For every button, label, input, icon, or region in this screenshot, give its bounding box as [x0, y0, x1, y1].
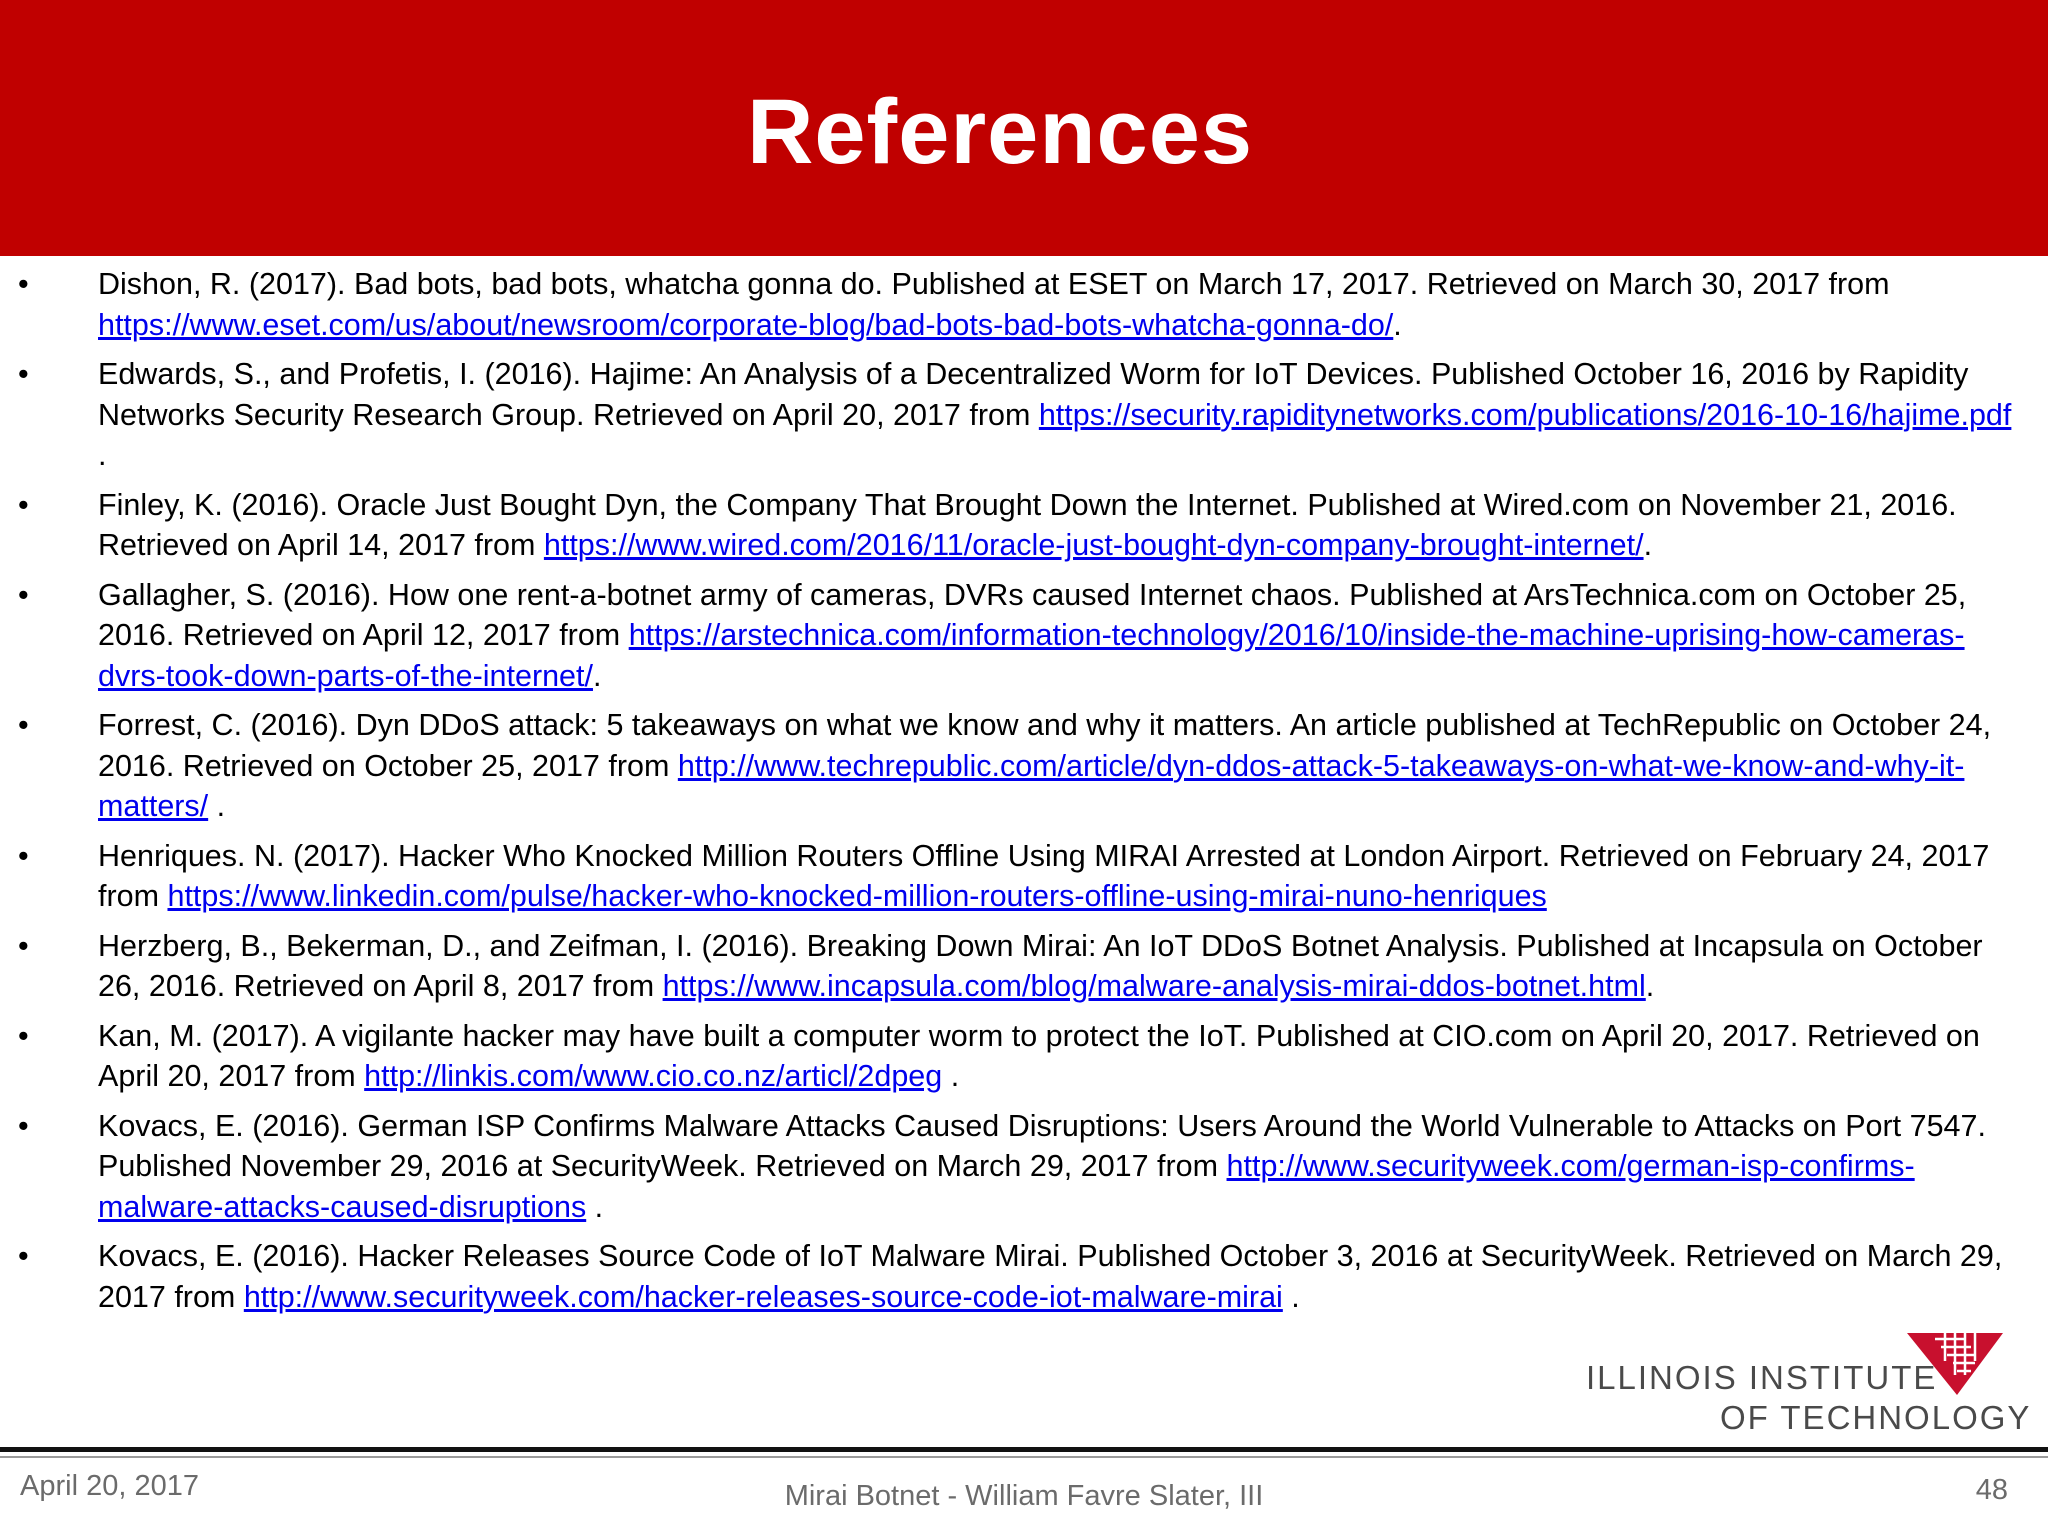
logo-line-1: ILLINOIS INSTITUTE: [1586, 1359, 1938, 1396]
reference-text: Herzberg, B., Bekerman, D., and Zeifman, I. (2016). Breaking Down Mirai: An IoT DDoS Botnet Analysis. Published at Incapsula on October 26, 2016. Retrieved on April 8, 2017 from: [98, 928, 1983, 1003]
reference-suffix: .: [1282, 1279, 1300, 1314]
reference-link[interactable]: https://www.wired.com/2016/11/oracle-just-bought-dyn-company-brought-internet/: [543, 528, 1644, 562]
bullet-icon: •: [18, 708, 29, 742]
reference-text: Finley, K. (2016). Oracle Just Bought Dyn, the Company That Brought Down the Internet. Published at Wired.com on November 21, 2016. Retrieved on April 14, 2017 from: [98, 487, 1957, 562]
reference-link[interactable]: https://security.rapiditynetworks.com/publications/2016-10-16/hajime.pdf: [1038, 397, 2012, 432]
footer-divider-thin: [0, 1456, 2048, 1458]
reference-suffix: .: [586, 1189, 604, 1224]
footer-divider: [0, 1447, 2048, 1452]
reference-item: [0, 1106, 2048, 1228]
bullet-icon: •: [18, 267, 29, 301]
bullet-icon: •: [18, 1239, 29, 1273]
reference-item: [0, 926, 2048, 1007]
bullet-icon: •: [18, 1108, 29, 1143]
reference-suffix: .: [942, 1059, 960, 1093]
bullet-icon: •: [18, 577, 29, 612]
reference-item: [0, 485, 2048, 566]
iit-logo: [1580, 1325, 2032, 1436]
reference-text: Kovacs, E. (2016). Hacker Releases Source Code of IoT Malware Mirai. Published October 3, 2016 at SecurityWeek. Retrieved on March 29, 2017 from: [98, 1239, 2003, 1314]
bullet-icon: •: [18, 357, 29, 391]
title-bar: [0, 0, 2048, 256]
reference-item: [0, 264, 2048, 345]
reference-suffix: .: [1393, 307, 1402, 342]
bullet-icon: •: [18, 487, 29, 522]
reference-link[interactable]: https://arstechnica.com/information-technology/2016/10/inside-the-machine-uprising-how-cameras-dvrs-took-down-parts-of-the-internet/: [98, 618, 1965, 693]
reference-suffix: .: [208, 789, 226, 823]
reference-text: Henriques. N. (2017). Hacker Who Knocked Million Routers Offline Using MIRAI Arrested at London Airport. Retrieved on February 24, 2017 from: [98, 838, 1990, 913]
bullet-icon: •: [18, 838, 29, 873]
reference-item: [0, 836, 2048, 917]
footer-date: April 20, 2017: [20, 1470, 199, 1502]
reference-link[interactable]: http://www.securityweek.com/hacker-releases-source-code-iot-malware-mirai: [243, 1279, 1283, 1314]
reference-link[interactable]: http://linkis.com/www.cio.co.nz/articl/2dpeg: [364, 1059, 943, 1093]
reference-text: Forrest, C. (2016). Dyn DDoS attack: 5 takeaways on what we know and why it matters. An article published at TechRepublic on October 24, 2016. Retrieved on October 25, 2017 from: [98, 708, 1992, 783]
reference-item: [0, 705, 2048, 827]
reference-list: [0, 264, 2048, 1326]
reference-item: [0, 1016, 2048, 1097]
reference-item: [0, 1236, 2048, 1317]
bullet-icon: •: [18, 928, 29, 963]
footer-title: Mirai Botnet - William Favre Slater, III: [784, 1480, 1264, 1512]
reference-link[interactable]: http://www.securityweek.com/german-isp-confirms-malware-attacks-caused-disruptions: [98, 1149, 1915, 1224]
reference-text: Edwards, S., and Profetis, I. (2016). Hajime: An Analysis of a Decentralized Worm for IoT Devices. Published October 16, 2016 by Rapidity Networks Security Research Group. Retrieved on April 20, 2017 from: [98, 357, 1969, 432]
reference-link[interactable]: https://www.eset.com/us/about/newsroom/corporate-blog/bad-bots-bad-bots-whatcha-gonna-do/: [98, 307, 1394, 342]
reference-link[interactable]: http://www.techrepublic.com/article/dyn-ddos-attack-5-takeaways-on-what-we-know-and-why-it-matters/: [98, 748, 1965, 823]
reference-suffix: .: [1645, 969, 1655, 1003]
reference-text: Dishon, R. (2017). Bad bots, bad bots, whatcha gonna do. Published at ESET on March 17, 2017. Retrieved on March 30, 2017 from: [98, 267, 1890, 301]
reference-text: Kan, M. (2017). A vigilante hacker may have built a computer worm to protect the IoT. Published at CIO.com on April 20, 2017. Retrieved on April 20, 2017 from: [98, 1018, 1980, 1093]
reference-suffix: .: [1643, 528, 1653, 562]
page-number: 48: [1975, 1474, 2008, 1506]
reference-link[interactable]: https://www.linkedin.com/pulse/hacker-who-knocked-million-routers-offline-using-mirai-nuno-henriques: [167, 879, 1547, 913]
reference-text: Gallagher, S. (2016). How one rent-a-botnet army of cameras, DVRs caused Internet chaos. Published at ArsTechnica.com on October 25, 2016. Retrieved on April 12, 2017 from: [98, 577, 1967, 652]
reference-link[interactable]: https://www.incapsula.com/blog/malware-analysis-mirai-ddos-botnet.html: [662, 969, 1646, 1003]
reference-text: Kovacs, E. (2016). German ISP Confirms Malware Attacks Caused Disruptions: Users Around the World Vulnerable to Attacks on Port 7547. Published November 29, 2016 at SecurityWeek. Retrieved on March 29, 2017 from: [98, 1108, 1986, 1183]
slide-title: References: [746, 80, 1254, 183]
reference-suffix: .: [592, 658, 602, 693]
reference-item: [0, 354, 2048, 476]
reference-suffix: .: [98, 438, 107, 472]
reference-item: [0, 575, 2048, 697]
bullet-icon: •: [18, 1018, 29, 1053]
logo-line-2: OF TECHNOLOGY: [1720, 1399, 2032, 1436]
